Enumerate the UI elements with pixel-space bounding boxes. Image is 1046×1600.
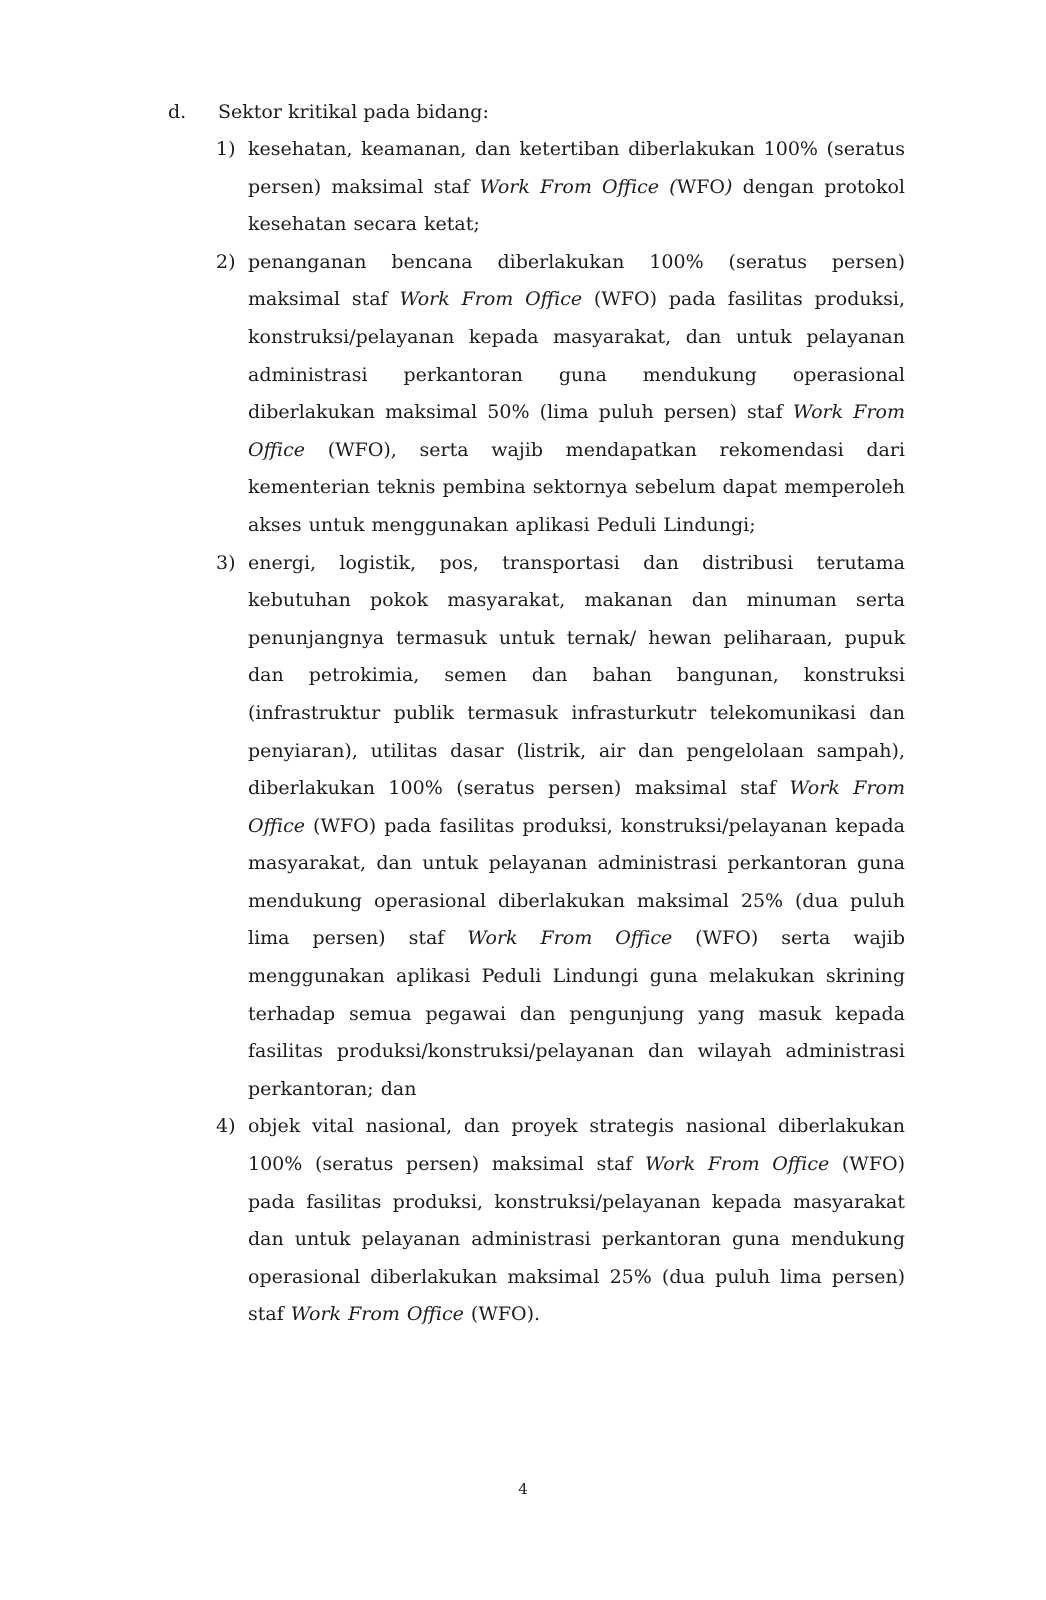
- section-d: [168, 93, 928, 1334]
- list-item-text: [248, 244, 905, 545]
- italic-term: Work From Office: [248, 401, 905, 461]
- list-item-number: 1): [216, 138, 236, 160]
- list-item-number: 3): [216, 551, 236, 574]
- text-segment: (WFO) pada fasilitas produksi, konstruksi/pelayanan kepada masyarakat, dan untuk pelayanan administrasi perkantoran guna mendukung operasional diberlakukan maksimal 50% (lima puluh persen) staf: [248, 288, 905, 424]
- text-segment: (WFO) pada fasilitas produksi, konstruksi/pelayanan kepada masyarakat, dan untuk pelayanan administrasi perkantoran guna mendukung operasional diberlakukan maksimal 25% (dua puluh lima persen) staf: [248, 814, 905, 950]
- italic-term: ): [724, 175, 733, 198]
- page-number: 4: [518, 1480, 528, 1498]
- list-item: [168, 1108, 928, 1334]
- list-item: [168, 131, 928, 244]
- text-segment: WFO: [676, 175, 725, 198]
- text-segment: energi, logistik, pos, transportasi dan distribusi terutama kebutuhan pokok masyarakat, makanan dan minuman serta penunjangnya termasuk untuk ternak/ hewan peliharaan, pupuk dan petrokimia, semen dan bahan bangunan, konstruksi (infrastruktur publik termasuk infrasturkutr telekomunikasi dan penyiaran), utilitas dasar (listrik, air dan pengelolaan sampah), diberlakukan 100% (seratus persen) maksimal staf: [248, 551, 905, 800]
- section-heading-row: [168, 93, 928, 131]
- list-item-number: 2): [216, 250, 236, 273]
- italic-term: Work From Office: [248, 777, 905, 837]
- text-segment: (WFO) serta wajib menggunakan aplikasi Peduli Lindungi guna melakukan skrining terhadap semua pegawai dan pengunjung yang masuk kepada fasilitas produksi/konstruksi/pelayanan dan wilayah administrasi perkantoran; dan: [248, 927, 905, 1100]
- section-marker: d.: [168, 101, 187, 123]
- italic-term: Work From Office: [644, 1153, 830, 1176]
- italic-term: Work From Office: [399, 288, 583, 311]
- list-item-text: [248, 1108, 905, 1334]
- text-segment: dengan protokol kesehatan secara ketat;: [248, 175, 905, 236]
- section-heading: Sektor kritikal pada bidang:: [218, 101, 489, 123]
- italic-term: Work From Office: [290, 1303, 464, 1326]
- list-item-number: 4): [216, 1115, 236, 1138]
- text-segment: kesehatan, keamanan, dan ketertiban diberlakukan 100% (seratus persen) maksimal staf: [248, 138, 905, 198]
- critical-sector-list: [168, 131, 928, 1334]
- text-segment: objek vital nasional, dan proyek strategis nasional diberlakukan 100% (seratus persen) maksimal staf: [248, 1115, 905, 1176]
- list-item: [168, 545, 928, 1109]
- list-item: [168, 244, 928, 545]
- italic-term: Work From Office: [467, 927, 673, 950]
- text-segment: (WFO), serta wajib mendapatkan rekomendasi dari kementerian teknis pembina sektornya sebelum dapat memperoleh akses untuk menggunakan aplikasi Peduli Lindungi;: [248, 438, 905, 536]
- italic-term: Work From Office (: [479, 175, 677, 198]
- text-segment: (WFO) pada fasilitas produksi, konstruksi/pelayanan kepada masyarakat dan untuk pelayanan administrasi perkantoran guna mendukung operasional diberlakukan maksimal 25% (dua puluh lima persen) staf: [248, 1153, 905, 1326]
- text-segment: (WFO).: [463, 1303, 541, 1326]
- list-item-text: [248, 545, 905, 1109]
- text-segment: penanganan bencana diberlakukan 100% (seratus persen) maksimal staf: [248, 250, 905, 311]
- list-item-text: [248, 131, 905, 244]
